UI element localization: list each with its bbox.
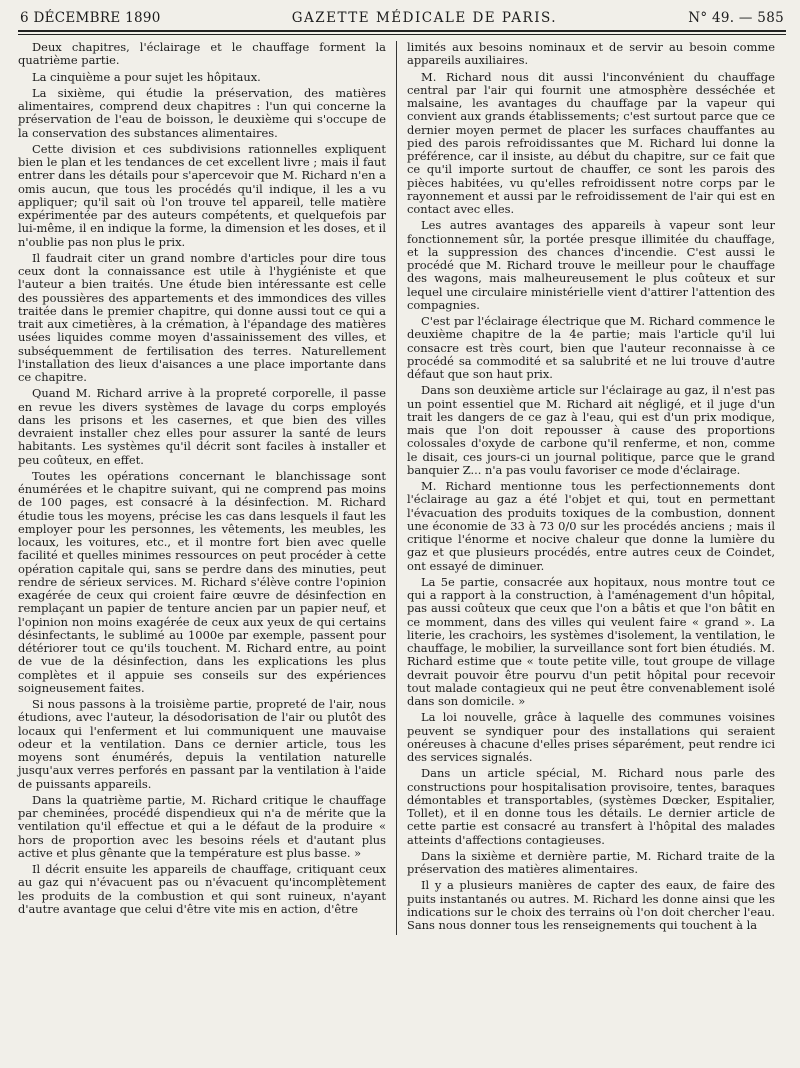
paragraph: Les autres avantages des appareils à vapeur sont leur fonctionnement sûr, la portée presque illimitée du chauffage, et la suppression des chances d'incendie. C'est aussi le procédé que M. Richard trouve le meilleur pour le chauffage des wagons, mais malheureusement le plus coûteux et sur lequel une circulaire ministérielle vient d'attirer l'attention des compagnies. — [407, 218, 775, 312]
text-columns — [18, 41, 786, 935]
header-title: GAZETTE MÉDICALE DE PARIS. — [291, 10, 558, 26]
paragraph: Dans la sixième et dernière partie, M. Richard traite de la préservation des matières alimentaires. — [407, 848, 775, 876]
paragraph: limités aux besoins nominaux et de servir au besoin comme appareils auxiliaires. — [407, 40, 775, 68]
paragraph: La cinquième a pour sujet les hôpitaux. — [32, 69, 261, 84]
paragraph: La loi nouvelle, grâce à laquelle des communes voisines peuvent se syndiquer pour des installations qui seraient onéreuses à chacune d'elles prises séparément, peut rendre ici des services signalés. — [407, 710, 775, 764]
paragraph: Il faudrait citer un grand nombre d'articles pour dire tous ceux dont la connaissance est utile à l'hygiéniste et que l'auteur a bien traités. Une étude bien intéressante est celle des poussières des appartements et des immondices des villes traitée dans le premier chapitre, qui donne aussi tout ce qui a trait aux cimetières, à la crémation, à l'épandage des matières usées liquides comme moyen d'assainissement des villes, et subséquemment de fertilisation des terres. Naturellement l'installation des lieux d'aisances a une place importante dans ce chapitre. — [18, 250, 386, 384]
header-date: 6 DÉCEMBRE 1890 — [20, 10, 161, 26]
page-header — [18, 8, 786, 30]
paragraph: La sixième, qui étudie la préservation, des matières alimentaires, comprend deux chapitres : l'un qui concerne la préservation de l'eau de boisson, le deuxième qui s'occupe de la conservation des substances alimentaires. — [18, 85, 386, 140]
paragraph: Dans la quatrième partie, M. Richard critique le chauffage par cheminées, procédé dispendieux qui n'a de mérite que la ventilation qu'il effectue et qui a le défaut de la produire « hors de proportion avec les besoins réels et d'autant plus active et plus gênante que la température est plus basse. » — [18, 792, 386, 860]
paragraph: M. Richard nous dit aussi l'inconvénient du chauffage central par l'air qui fournit une atmosphère desséchée et malsaine, les avantages du chauffage par la vapeur qui convient aux grands établissements; c'est surtout parce que ce dernier moyen permet de placer les surfaces chauffantes au pied des parois refroidissantes que M. Richard lui donne la préférence, car il insiste, au début du chapitre, sur ce fait que ce qu'il importe surtout de chauffer, ce sont les parois des pièces habitées, vu qu'elles refroidissent notre corps par le rayonnement et aussi par le refroidissement de l'air qui est en contact avec elles. — [407, 69, 775, 216]
paragraph: Il décrit ensuite les appareils de chauffage, critiquant ceux au gaz qui n'évacuent pas ou n'évacuent qu'incomplètement les produits de la combustion et qui sont ruineux, n'ayant d'autre avantage que celui d'être vite mis en action, d'être — [18, 862, 386, 916]
header-rule — [18, 30, 786, 35]
paragraph: M. Richard mentionne tous les perfectionnements dont l'éclairage au gaz a été l'objet et qui, tout en permettant l'évacuation des produits toxiques de la combustion, donnent une économie de 33 à 73 0/0 sur les procédés anciens ; mais il critique l'énorme et nocive chaleur que donne la lumière du gaz et que plusieurs procédés, entre autres ceux de Coindet, ont essayé de diminuer. — [407, 479, 775, 573]
paragraph: Il y a plusieurs manières de capter des eaux, de faire des puits instantanés ou autres. M. Richard les donne ainsi que les indications sur le choix des terrains où l'on doit chercher l'eau. Sans nous donner tous les renseignements qui touchent à la — [407, 878, 775, 932]
paragraph: Quand M. Richard arrive à la propreté corporelle, il passe en revue les divers systèmes de lavage du corps employés dans les prisons et les casernes, et que bien des villes devraient installer chez elles pour assurer la santé de leurs habitants. Les systèmes qu'il décrit sont faciles à installer et peu coûteux, en effet. — [18, 386, 386, 467]
paragraph: Cette division et ces subdivisions rationnelles expliquent bien le plan et les tendances de cet excellent livre ; mais il faut entrer dans les détails pour s'apercevoir que M. Richard n'en a omis aucun, que tous les procédés qu'il indique, il les a vu appliquer; qu'il sait où l'on trouve tel appareil, telle matière expérimentée par des auteurs compétents, et quelquefois par lui-même, il en indique la forme, la dimension et les doses, et il n'oublie pas non plus le prix. — [18, 141, 386, 249]
paragraph: Deux chapitres, l'éclairage et le chauffage forment la quatrième partie. — [18, 40, 386, 68]
paragraph: Dans un article spécial, M. Richard nous parle des constructions pour hospitalisation provisoire, tentes, baraques démontables et transportables, (systèmes Dœcker, Espitalier, Tollet), et il en donne tous les détails. Le dernier article de cette partie est consacré au transfert à l'hôpital des malades atteints d'affections contagieuses. — [407, 766, 775, 847]
paragraph: La 5e partie, consacrée aux hopitaux, nous montre tout ce qui a rapport à la construction, à l'aménagement d'un hôpital, pas aussi coûteux que ceux que l'on a bâtis et que l'on bâtit en ce momment, dans des villes qui veulent faire « grand ». La literie, les crachoirs, les systèmes d'isolement, la ventilation, le chauffage, le mobilier, la surveillance sont fort bien étudiés. M. Richard estime que « toute petite ville, tout groupe de village devrait pouvoir être pourvu d'un petit hôpital pour recevoir tout malade contagieux qui ne peut être convenablement isolé dans son domicile. » — [407, 574, 775, 708]
paragraph: C'est par l'éclairage électrique que M. Richard commence le deuxième chapitre de la 4e partie; mais l'article qu'il lui consacre est très court, bien que l'auteur reconnaisse à ce procédé sa commodité et sa salubrité et ne lui trouve d'autre défaut que son haut prix. — [407, 314, 775, 381]
paragraph: Dans son deuxième article sur l'éclairage au gaz, il n'est pas un point essentiel que M. Richard ait négligé, et il juge d'un trait les dangers de ce gaz à l'eau, qui est d'un prix modique, mais que l'on doit repousser à cause des proportions colossales d'oxyde de carbone qu'il renferme, et non, comme le disait, ces jours-ci un journal politique, parce que le grand banquier Z... n'a pas voulu favoriser ce mode d'éclairage. — [407, 383, 775, 477]
right-column — [399, 41, 775, 935]
paragraph: Toutes les opérations concernant le blanchissage sont énumérées et le chapitre suivant, qui ne comprend pas moins de 100 pages, est consacré à la désinfection. M. Richard étudie tous les moyens, précise les cas dans lesquels il faut les employer pour les personnes, les vêtements, les meubles, les locaux, les voitures, etc., et il montre fort bien avec quelle facilité et quelles minimes ressources on peut procéder à cette opération capitale qui, sans se perdre dans des minuties, peut rendre de sérieux services. M. Richard s'élève contre l'opinion exagérée de ceux qui croient faire œuvre de désinfection en remplaçant un papier de tenture ancien par un papier neuf, et l'opinion non moins exagérée de ceux aux yeux de qui certains désinfectants, le sublimé au 1000e par exemple, passent pour détériorer tout ce qu'ils touchent. M. Richard entre, au point de vue de la désinfection, dans les explications les plus complètes et il appuie ses conseils sur des expériences soigneusement faites. — [18, 468, 386, 695]
paragraph: Si nous passons à la troisième partie, propreté de l'air, nous étudions, avec l'auteur, la désodorisation de l'air ou plutôt des locaux qui l'enferment et lui communiquent une mauvaise odeur et la ventilation. Dans ce dernier article, tous les moyens sont énumérés, depuis la ventilation naturelle jusqu'aux verres perforés en passant par la ventilation à l'aide de puissants appareils. — [18, 697, 386, 791]
header-page-number: N° 49. — 585 — [688, 10, 784, 26]
left-column — [18, 41, 394, 935]
column-divider — [396, 41, 397, 935]
